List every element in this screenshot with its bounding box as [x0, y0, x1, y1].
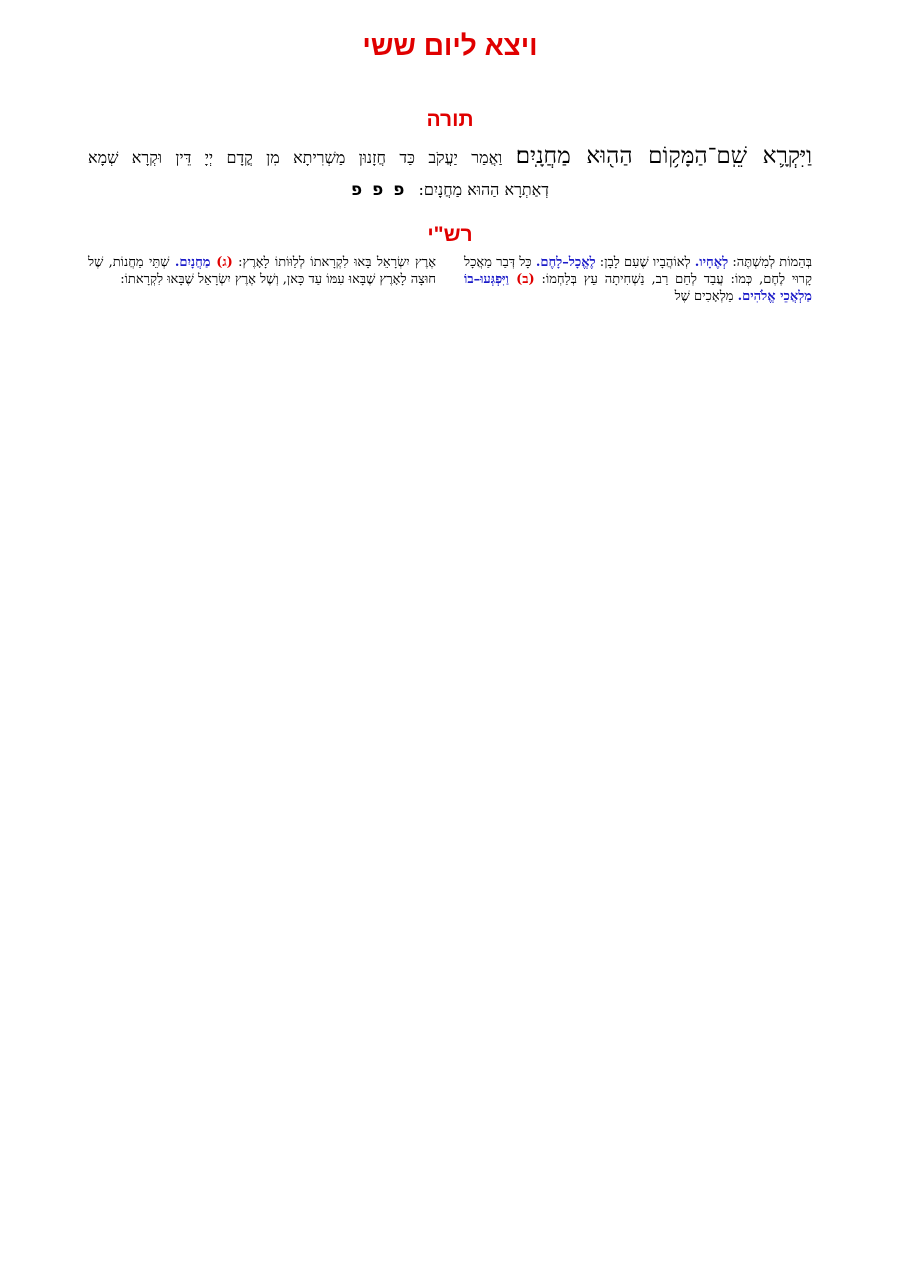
rashi-text: לְאוֹהֲבָיו שֶׁעִם לָבָן:: [595, 255, 695, 270]
torah-verse-line-1: [88, 140, 812, 174]
rashi-verse-number: (ב): [516, 272, 535, 287]
rashi-text: אֶרֶץ יִשְׂרָאֵל בָּאוּ לִקְרָאתוֹ לְלַוּוֹתוֹ לָאָרֶץ:: [232, 255, 436, 270]
verse-hebrew-text: וַיִּקְרָ֛א שֵֽׁם־הַמָּק֥וֹם הַה֖וּא מַחֲנָֽיִם׃: [515, 143, 812, 169]
rashi-text: בְּהֵמוֹת לְמִשְׁתֶּה:: [728, 255, 813, 270]
rashi-dibbur-hamatchil: מַחֲנָיִם.: [174, 255, 217, 270]
rashi-dibbur-hamatchil: וַיִּפְגְּעוּ–בוֹ מַלְאֲכֵי אֱלֹהִים.: [464, 272, 812, 304]
petucha-marks: פ פ פ: [351, 180, 405, 200]
rashi-text: מַלְאָכִים שֶׁל: [674, 289, 738, 304]
rashi-column-left: [88, 254, 436, 288]
rashi-column-right: [464, 254, 812, 305]
rashi-text: כָּל דְּבַר מַאֲכָל קָרוּי לֶחֶם, כְּמוֹ: עֲבַד לְחֵם רַב, נַשְׁחִיתָה עֵץ בְּלַחְמוֹ:: [464, 255, 812, 287]
targum-text-line-1: וַאֲמַר יַעֲקֹב כַּד חֲזָנוּן מַשְׁרִיתָא מִן קֳדָם יְיָ דֵּין וּקְרָא שְׁמָא: [88, 148, 503, 167]
rashi-verse-number: (ג): [216, 255, 233, 270]
torah-verse-block: [88, 140, 812, 206]
targum-text-line-2: דְאַתְרָא הַהוּא מַחֲנָיִם:: [418, 180, 549, 199]
rashi-dibbur-hamatchil: לְאֶחָיו.: [694, 255, 729, 270]
torah-verse-line-2: [88, 174, 812, 206]
rashi-heading: רש"י: [427, 223, 473, 246]
rashi-dibbur-hamatchil: לֶאֱכָל–לָחֶם.: [535, 255, 596, 270]
torah-heading: תורה: [426, 108, 474, 131]
page-title: ויצא ליום ששי: [362, 30, 538, 61]
rashi-text: שְׁתֵּי מַחֲנוֹת, שֶׁל חוּצָה לָאָרֶץ שֶׁבָּאוּ עִמּוֹ עַד כָּאן, וְשֶׁל אֶרֶץ יִשְׂרָאֵל שֶׁבָּאוּ לִקְרָאתוֹ:: [88, 255, 436, 287]
